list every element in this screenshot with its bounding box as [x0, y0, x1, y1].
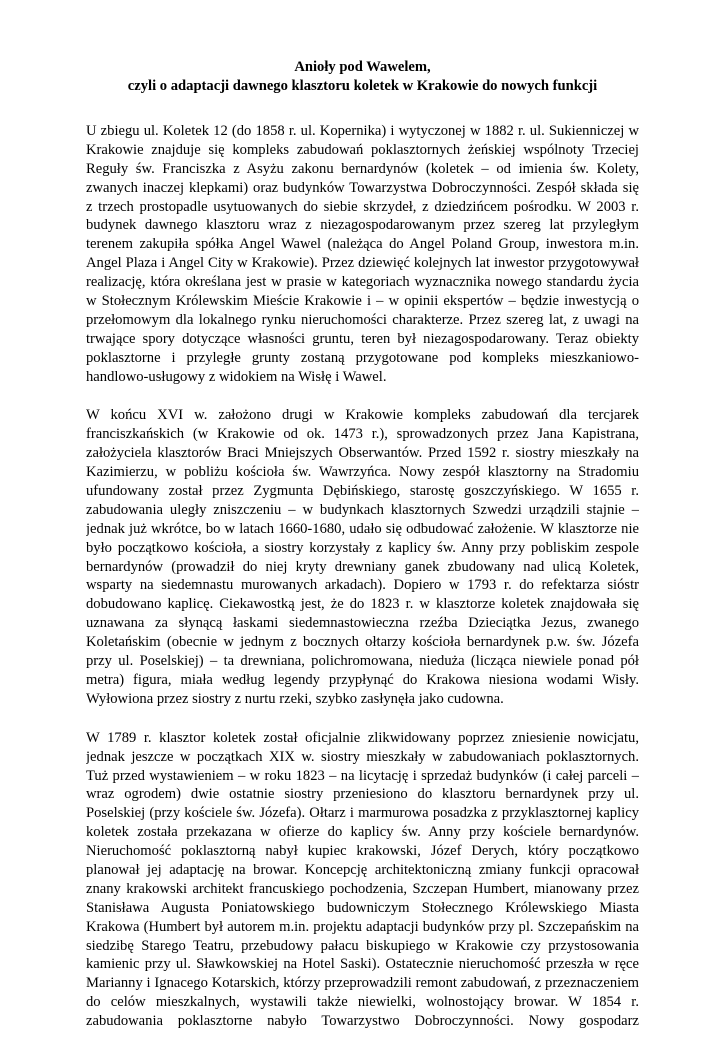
text-line: Koletańskim (obecnie w jednym z bocznych ołtarzy kościoła bernardynek p.w. św. Józefa: [86, 634, 639, 651]
text-line: W końcu XVI w. założono drugi w Krakowie kompleks zabudowań dla tercjarek: [86, 407, 639, 424]
text-line: kamienic przy ul. Sławkowskiej na Hotel Saski). Ostatecznie nieruchomość przeszła w ręce: [86, 956, 639, 973]
text-line: Kazimierzu, w pobliżu kościoła św. Wawrzyńca. Nowy zespół klasztorny na Stradomiu: [86, 464, 639, 481]
text-line: metra) figura, miała według legendy przypłynąć do Krakowa niesiona wodami Wisły.: [86, 671, 639, 688]
text-line: Poselskiej (przy kościele św. Józefa). Ołtarz i marmurowa posadzka z przyklasztornej kaplicy: [86, 805, 639, 822]
text-line: jednak już wkrótce, bo w latach 1660-1680, udało się odbudować założenie. W klasztorze nie: [86, 520, 639, 537]
text-line: siedzibę Starego Teatru, przebudowy pałacu biskupiego w Krakowie czy przystosowania: [86, 937, 639, 954]
paragraph: [86, 729, 639, 1031]
paragraph: [86, 122, 639, 386]
text-line: W 1789 r. klasztor koletek został oficjalnie zlikwidowany poprzez zniesienie nowicjatu,: [86, 729, 639, 746]
text-line: wraz ogrodem) dwie ostatnie siostry przeniesiono do klasztoru bernardynek przy ul.: [86, 786, 639, 803]
text-line: realizację, która określana jest w prasie w kategoriach wyznacznika nowego standardu życia: [86, 274, 639, 291]
text-line: Reguły św. Franciszka z Asyżu zakonu bernardynów (koletek – od imienia św. Kolety,: [86, 160, 639, 177]
text-line: planował jej adaptację na browar. Koncepcję architektoniczną zmiany funkcji opracował: [86, 861, 639, 878]
text-line: U zbiegu ul. Koletek 12 (do 1858 r. ul. Kopernika) i wytyczonej w 1882 r. ul. Sukienniczej w: [86, 123, 639, 139]
title-line: Anioły pod Wawelem,: [294, 59, 431, 75]
text-line: bernardynów (prowadził do niej kryty drewniany ganek zbudowany nad ulicą Koletek,: [86, 558, 639, 575]
text-line: przełomowym dla lokalnego rynku nieruchomości charakterze. Przez szereg lat, z uwagi na: [86, 311, 639, 328]
document-title: [86, 58, 639, 96]
text-line: terenem zakupiła spółka Angel Wawel (należąca do Angel Poland Group, inwestora m.in.: [86, 236, 639, 253]
text-line: trwające spory dotyczące własności gruntu, teren był niezagospodarowany. Teraz obiekty: [86, 330, 639, 347]
text-line: budynek dawnego klasztoru wraz z niezagospodarowanym przez szereg lat przyległym: [86, 217, 639, 234]
paragraph: [86, 406, 639, 708]
text-line: Wyłowiona przez siostry z nurtu rzeki, szybko zasłynęła jako cudowna.: [86, 690, 504, 707]
text-line: dobudowano kaplicę. Ciekawostką jest, że do 1823 r. w klasztorze koletek znajdowała się: [86, 596, 639, 613]
text-line: ufundowany został przez Zygmunta Dębińskiego, starostę goszczyńskiego. W 1655 r.: [86, 483, 639, 500]
text-line: Tuż przed wystawieniem – w roku 1823 – na licytację i sprzedaż budynków (i całej parceli –: [86, 767, 639, 784]
text-line: jednak jeszcze w początkach XIX w. siostry mieszkały w zabudowaniach poklasztornych.: [86, 748, 639, 765]
title-line: czyli o adaptacji dawnego klasztoru koletek w Krakowie do nowych funkcji: [127, 78, 598, 94]
text-line: było początkowo kościoła, a siostry korzystały z kaplicy św. Anny przy pobliskim zespole: [86, 539, 639, 556]
text-line: Angel Plaza i Angel City w Krakowie). Przez dziewięć kolejnych lat inwestor przygotowywał: [86, 255, 639, 272]
document-body: [86, 122, 639, 1051]
text-line: zabudowania uległy zniszczeniu – w budynkach klasztornych Szwedzi urządzili stajnie –: [86, 501, 639, 518]
text-line: franciszkańskich (w Krakowie od ok. 1473 r.), sprowadzonych przez Jana Kapistrana,: [86, 426, 639, 443]
text-line: Krakowie znajduje się kompleks zabudowań poklasztornych żeńskiej wspólnoty Trzeciej: [86, 141, 639, 158]
text-line: z trzech prostopadle usytuowanych do siebie skrzydeł, z dziedzińcem pośrodku. W 2003 r.: [86, 198, 639, 215]
text-line: Stanisława Augusta Poniatowskiego budowniczym Stołecznego Królewskiego Miasta: [86, 899, 639, 916]
text-line: założyciela klasztorów Braci Mniejszych Obserwantów. Przed 1592 r. siostry mieszkały na: [86, 445, 639, 462]
text-line: koletek została przekazana w ofierze do kaplicy św. Anny przy kościele bernardynów.: [86, 824, 639, 841]
text-line: wsparty na siedemnastu murowanych arkadach). Dopiero w 1793 r. do refektarza sióstr: [86, 577, 639, 594]
text-line: zwanych inaczej klepkami) oraz budynków Towarzystwa Dobroczynności. Zespół składa się: [86, 179, 639, 196]
text-line: poklasztorne i przyległe grunty zostaną przygotowane pod kompleks mieszkaniowo-: [86, 349, 639, 366]
text-line: znany krakowski architekt francuskiego pochodzenia, Szczepan Humbert, mianowany przez: [86, 880, 639, 897]
text-line: Nieruchomość poklasztorną nabył kupiec krakowski, Józef Derych, który początkowo: [86, 843, 639, 860]
text-line: w Stołecznym Królewskim Mieście Krakowie i – w opinii ekspertów – będzie inwestycją o: [86, 293, 639, 310]
text-line: handlowo-usługowy z widokiem na Wisłę i Wawel.: [86, 368, 387, 385]
text-line: przy ul. Poselskiej) – ta drewniana, polichromowana, nieduża (licząca niewiele ponad pół: [86, 653, 639, 670]
text-line: Krakowa (Humbert był autorem m.in. projektu adaptacji budynków przy pl. Szczepańskim na: [86, 918, 639, 935]
text-line: do celów mieszkalnych, wystawili także niewielki, wolnostojący browar. W 1854 r.: [86, 994, 639, 1011]
text-line: uznawana za słynącą łaskami siedemnastowieczna rzeźba Dzieciątka Jezus, zwanego: [86, 615, 639, 632]
text-line: Marianny i Ignacego Kotarskich, którzy przeprowadzili remont zabudowań, z przeznaczeniem: [86, 975, 639, 992]
text-line: zabudowania poklasztorne nabyło Towarzystwo Dobroczynności. Nowy gospodarz: [86, 1013, 639, 1030]
